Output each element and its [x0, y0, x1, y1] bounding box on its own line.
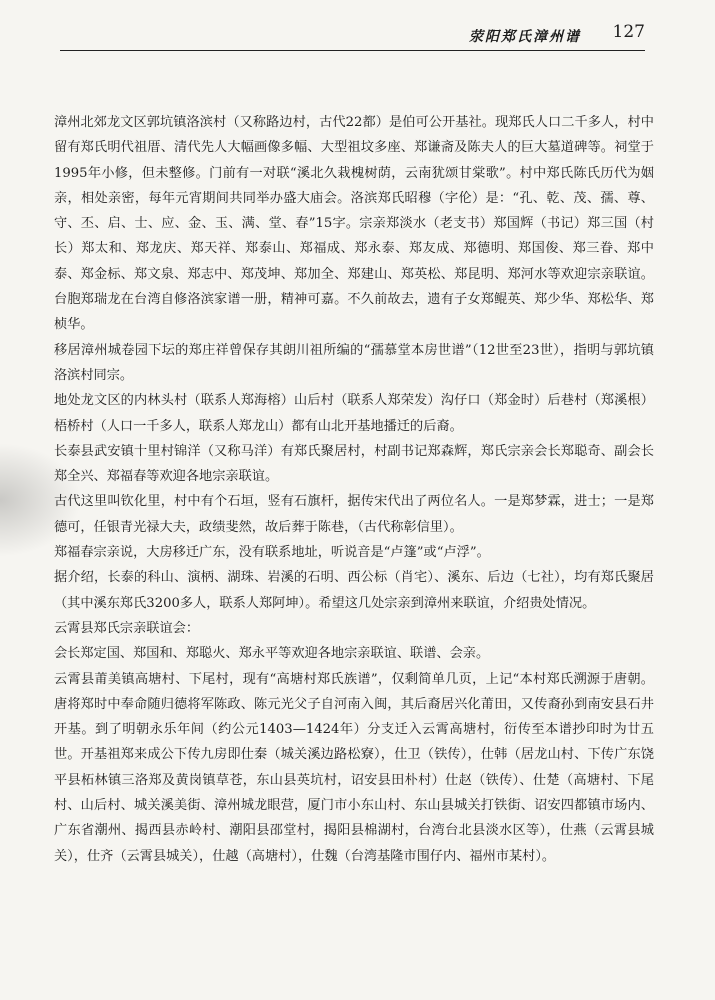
paragraph-yunxiao-leaders: 会长郑定国、郑国和、郑聪火、郑永平等欢迎各地宗亲联谊、联谱、会亲。 — [54, 646, 490, 662]
section-heading-yunxiao: 云霄县郑氏宗亲联谊会： — [54, 620, 200, 636]
paragraph-changtai: 长泰县武安镇十里村锦洋（又称马洋）有郑氏聚居村，村副书记郑森辉，郑氏宗亲会长郑聪奇、副会长郑全兴、郑福春等欢迎各地宗亲联谊。 — [54, 443, 654, 485]
page-number: 127 — [612, 22, 645, 42]
paragraph-guangdong: 郑福春宗亲说，大房移迁广东，没有联系地址，听说音是“卢篷”或“卢浮”。 — [54, 545, 490, 561]
paragraph-longwen-villages: 地处龙文区的内林头村（联系人郑海榕）山后村（联系人郑荣发）沟仔口（郑金时）后巷村（郑溪根）梧桥村（人口一千多人，联系人郑龙山）都有山北开基地播迁的后裔。 — [54, 393, 654, 434]
paragraph-qinhua: 古代这里叫钦化里，村中有个石垣，竖有石旗杆，据传宋代出了两位名人。一是郑梦霖，进士；一是郑德可，任银青光禄大夫，政绩斐然，故后葬于陈巷，（古代称彰信里）。 — [54, 494, 654, 535]
paragraph-migration: 移居漳州城卷园下坛的郑庄祥曾保存其朗川祖所编的“孺慕堂本房世谱”（12世至23世），指明与郭坑镇洛滨村同宗。 — [54, 342, 654, 383]
running-title: 荥阳郑氏漳州谱 — [469, 29, 581, 45]
page-header — [60, 20, 645, 51]
paragraph-gaotang: 云霄县莆美镇高塘村、下尾村，现有“高塘村郑氏族谱”，仅剩简单几页，上记“本村郑氏溯源于唐朝。唐将郑时中奉命随归德将军陈政、陈元光父子自河南入闽，其后裔居兴化莆田，又传裔孙到南安县石井开基。到了明朝永乐年间（约公元1403—1424年）分支迁入云霄高塘村，衍传至本谱抄印时为廿五世。开基祖郑来成公下传九房即仕秦（城关溪边路松寮），仕卫（铁传），仕韩（居龙山村、下传广东饶平县柘林镇三洛郑及黄岗镇草苍，东山县英坑村，诏安县田朴村）仕赵（铁传）、仕楚（高塘村、下尾村、山后村、城关溪美街、漳州城龙眼营，厦门市小东山村、东山县城关打铁街、诏安四都镇市场内、广东省潮州、揭西县赤岭村、潮阳县邵堂村，揭阳县棉湖村，台湾台北县淡水区等），仕燕（云霄县城关），仕齐（云霄县城关），仕越（高塘村），仕魏（台湾基隆市围仔内、福州市某村）。 — [54, 671, 654, 864]
paragraph-luobin: 漳州北郊龙文区郭坑镇洛滨村（又称路边村，古代22都）是伯可公开基社。现郑氏人口二千多人，村中留有郑氏明代祖厝、清代先人大幅画像多幅、大型祖坟多座、郑谦斋及陈夫人的巨大墓道碑等。祠堂于1995年小修，但未整修。门前有一对联“溪北久栽槐树荫，云南犹颂甘棠歌”。村中郑氏陈氏历代为姻亲，相处亲密，每年元宵期间共同举办盛大庙会。洛滨郑氏昭穆（字伦）是：“孔、乾、茂、孺、尊、守、丕、启、士、应、金、玉、满、堂、春”15字。宗亲郑淡水（老支书）郑国辉（书记）郑三国（村长）郑太和、郑龙庆、郑天祥、郑泰山、郑福成、郑永泰、郑友成、郑德明、郑国俊、郑三眷、郑中泰、郑金标、郑文泉、郑志中、郑茂坤、郑加全、郑建山、郑英松、郑昆明、郑河水等欢迎宗亲联谊。台胞郑瑞龙在台湾自修洛滨家谱一册，精神可嘉。不久前故去，遗有子女郑鲲英、郑少华、郑松华、郑桢华。 — [54, 115, 654, 333]
paragraph-changtai-places: 据介绍，长泰的科山、演柄、湖珠、岩溪的石明、西公标（肖宅）、溪东、后边（七社），均有郑氏聚居（其中溪东郑氏3200多人，联系人郑阿坤）。希望这几处宗亲到漳州来联谊，介绍贵处情况。 — [54, 570, 654, 611]
body-text — [54, 110, 654, 869]
